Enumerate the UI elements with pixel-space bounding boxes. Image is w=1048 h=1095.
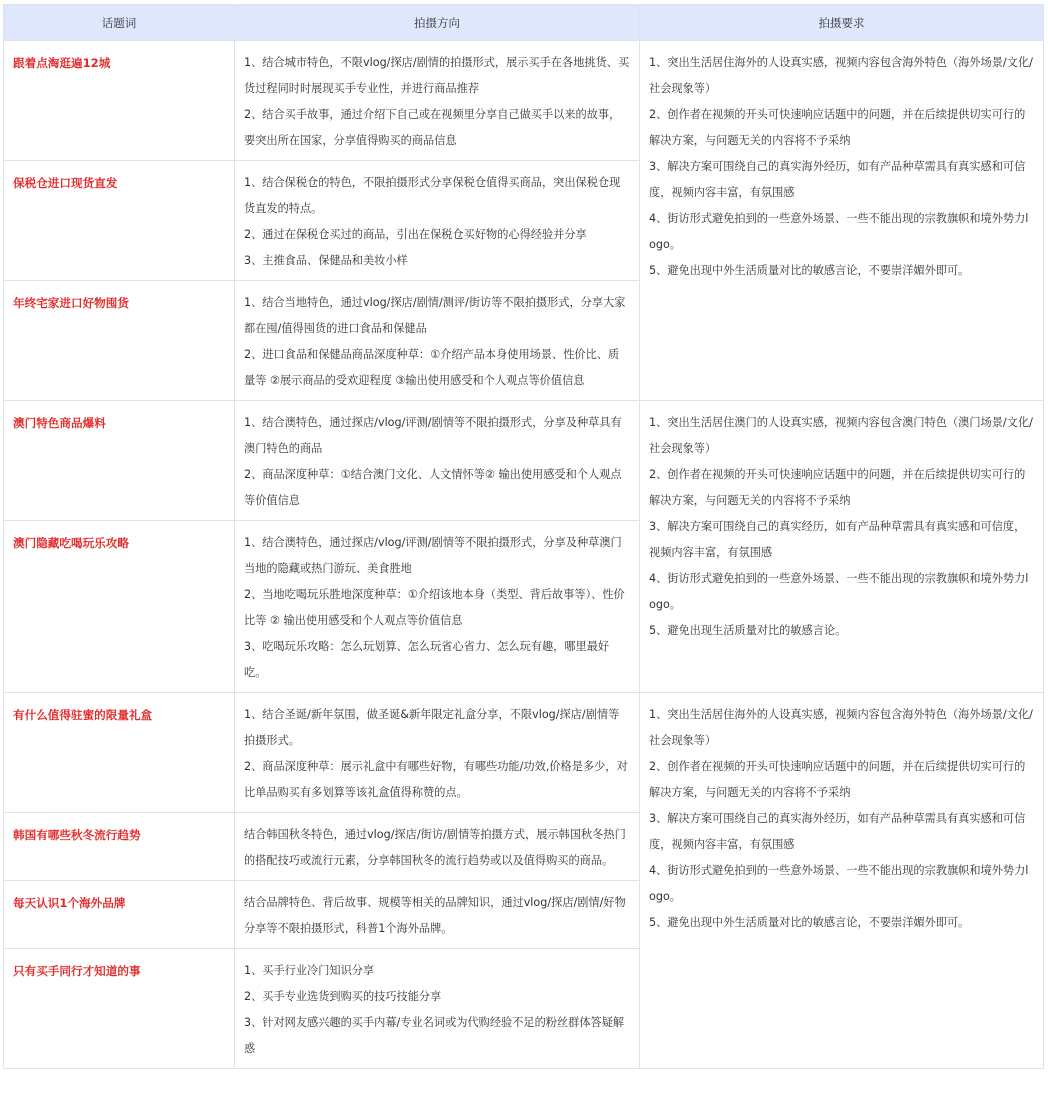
direction-item: 2、当地吃喝玩乐胜地深度种草：①介绍该地本身（类型、背后故事等）、性价比等 ② 输出使用感受和个人观点等价值信息 (244, 588, 625, 627)
direction-item: 结合韩国秋冬特色，通过vlog/探店/街访/剧情等拍摄方式，展示韩国秋冬热门的搭配技巧或流行元素，分享韩国秋冬的流行趋势或以及值得购买的商品。 (244, 828, 626, 867)
requirement-item: 2、创作者在视频的开头可快速响应话题中的问题，并在后续提供切实可行的解决方案，与问题无关的内容将不予采纳 (649, 760, 1026, 799)
requirement-item: 4、街访形式避免拍到的一些意外场景、一些不能出现的宗教旗帜和境外势力logo。 (649, 572, 1029, 611)
direction-cell (235, 281, 640, 401)
requirement-cell (640, 401, 1044, 693)
direction-cell (235, 161, 640, 281)
direction-item: 1、结合澳特色，通过探店/vlog/评测/剧情等不限拍摄形式，分享及种草具有澳门特色的商品 (244, 416, 622, 455)
direction-item: 1、结合澳特色，通过探店/vlog/评测/剧情等不限拍摄形式，分享及种草澳门当地的隐藏或热门游玩、美食胜地 (244, 536, 622, 575)
direction-cell (235, 949, 640, 1069)
direction-item: 2、进口食品和保健品商品深度种草：①介绍产品本身使用场景、性价比、质量等 ②展示商品的受欢迎程度 ③输出使用感受和个人观点等价值信息 (244, 348, 620, 387)
table-header-row (4, 5, 1044, 41)
requirement-item: 1、突出生活居住海外的人设真实感，视频内容包含海外特色（海外场景/文化/社会现象等） (649, 708, 1033, 747)
table-row (4, 693, 1044, 813)
direction-item: 3、吃喝玩乐攻略：怎么玩划算、怎么玩省心省力、怎么玩有趣，哪里最好吃。 (244, 640, 610, 679)
header-requirement: 拍摄要求 (640, 5, 1044, 41)
direction-item: 2、通过在保税仓买过的商品，引出在保税仓买好物的心得经验并分享 (244, 228, 587, 241)
requirement-item: 5、避免出现生活质量对比的敏感言论。 (649, 624, 847, 637)
direction-item: 1、结合保税仓的特色，不限拍摄形式分享保税仓值得买商品，突出保税仓现货直发的特点。 (244, 176, 621, 215)
requirement-item: 3、解决方案可围绕自己的真实经历，如有产品种草需具有真实感和可信度，视频内容丰富，有氛围感 (649, 520, 1026, 559)
requirement-item: 5、避免出现中外生活质量对比的敏感言论，不要崇洋媚外即可。 (649, 916, 970, 929)
requirement-item: 1、突出生活居住海外的人设真实感，视频内容包含海外特色（海外场景/文化/社会现象等） (649, 56, 1033, 95)
requirement-cell (640, 693, 1044, 1069)
direction-item: 1、结合圣诞/新年氛围，做圣诞&新年限定礼盒分享，不限vlog/探店/剧情等拍摄形式。 (244, 708, 620, 747)
header-topic: 话题词 (4, 5, 235, 41)
topic-cell: 澳门隐藏吃喝玩乐攻略 (4, 521, 235, 693)
topic-cell: 年终宅家进口好物囤货 (4, 281, 235, 401)
requirement-item: 4、街访形式避免拍到的一些意外场景、一些不能出现的宗教旗帜和境外势力logo。 (649, 212, 1029, 251)
topic-cell: 有什么值得驻蜜的限量礼盒 (4, 693, 235, 813)
direction-cell (235, 41, 640, 161)
topic-cell: 澳门特色商品爆料 (4, 401, 235, 521)
direction-item: 3、主推食品、保健品和美妆小样 (244, 254, 408, 267)
direction-cell (235, 881, 640, 949)
direction-item: 结合品牌特色、背后故事、规模等相关的品牌知识，通过vlog/探店/剧情/好物分享等不限拍摄形式，科普1个海外品牌。 (244, 896, 626, 935)
direction-item: 2、结合买手故事，通过介绍下自己或在视频里分享自己做买手以来的故事，要突出所在国家，分享值得购买的商品信息 (244, 108, 621, 147)
direction-cell (235, 693, 640, 813)
direction-cell (235, 401, 640, 521)
direction-item: 1、买手行业冷门知识分享 (244, 964, 375, 977)
topic-cell: 保税仓进口现货直发 (4, 161, 235, 281)
topic-cell: 只有买手同行才知道的事 (4, 949, 235, 1069)
requirement-item: 5、避免出现中外生活质量对比的敏感言论，不要崇洋媚外即可。 (649, 264, 970, 277)
requirement-item: 2、创作者在视频的开头可快速响应话题中的问题，并在后续提供切实可行的解决方案，与问题无关的内容将不予采纳 (649, 108, 1026, 147)
requirement-cell (640, 41, 1044, 401)
topics-table (3, 4, 1044, 1069)
requirement-item: 1、突出生活居住澳门的人设真实感，视频内容包含澳门特色（澳门场景/文化/社会现象等） (649, 416, 1033, 455)
topic-cell: 跟着点淘逛遍12城 (4, 41, 235, 161)
topic-cell: 每天认识1个海外品牌 (4, 881, 235, 949)
requirement-item: 3、解决方案可围绕自己的真实海外经历，如有产品种草需具有真实感和可信度，视频内容丰富，有氛围感 (649, 160, 1026, 199)
direction-item: 2、商品深度种草：①结合澳门文化、人文情怀等② 输出使用感受和个人观点等价值信息 (244, 468, 622, 507)
requirement-item: 4、街访形式避免拍到的一些意外场景、一些不能出现的宗教旗帜和境外势力logo。 (649, 864, 1029, 903)
direction-item: 3、针对网友感兴趣的买手内幕/专业名词或为代购经验不足的粉丝群体答疑解惑 (244, 1016, 625, 1055)
table-row (4, 401, 1044, 521)
header-direction: 拍摄方向 (235, 5, 640, 41)
topic-cell: 韩国有哪些秋冬流行趋势 (4, 813, 235, 881)
requirement-item: 3、解决方案可围绕自己的真实海外经历，如有产品种草需具有真实感和可信度，视频内容丰富，有氛围感 (649, 812, 1026, 851)
direction-item: 1、结合当地特色，通过vlog/探店/剧情/测评/街访等不限拍摄形式，分享大家都在囤/值得囤货的进口食品和保健品 (244, 296, 626, 335)
direction-item: 2、商品深度种草：展示礼盒中有哪些好物，有哪些功能/功效,价格是多少，对比单品购买有多划算等该礼盒值得称赞的点。 (244, 760, 628, 799)
requirement-item: 2、创作者在视频的开头可快速响应话题中的问题，并在后续提供切实可行的解决方案，与问题无关的内容将不予采纳 (649, 468, 1026, 507)
direction-cell (235, 521, 640, 693)
direction-item: 2、买手专业选货到购买的技巧技能分享 (244, 990, 442, 1003)
direction-cell (235, 813, 640, 881)
table-row (4, 41, 1044, 161)
direction-item: 1、结合城市特色，不限vlog/探店/剧情的拍摄形式，展示买手在各地挑货、买货过程同时时展现买手专业性，并进行商品推荐 (244, 56, 630, 95)
